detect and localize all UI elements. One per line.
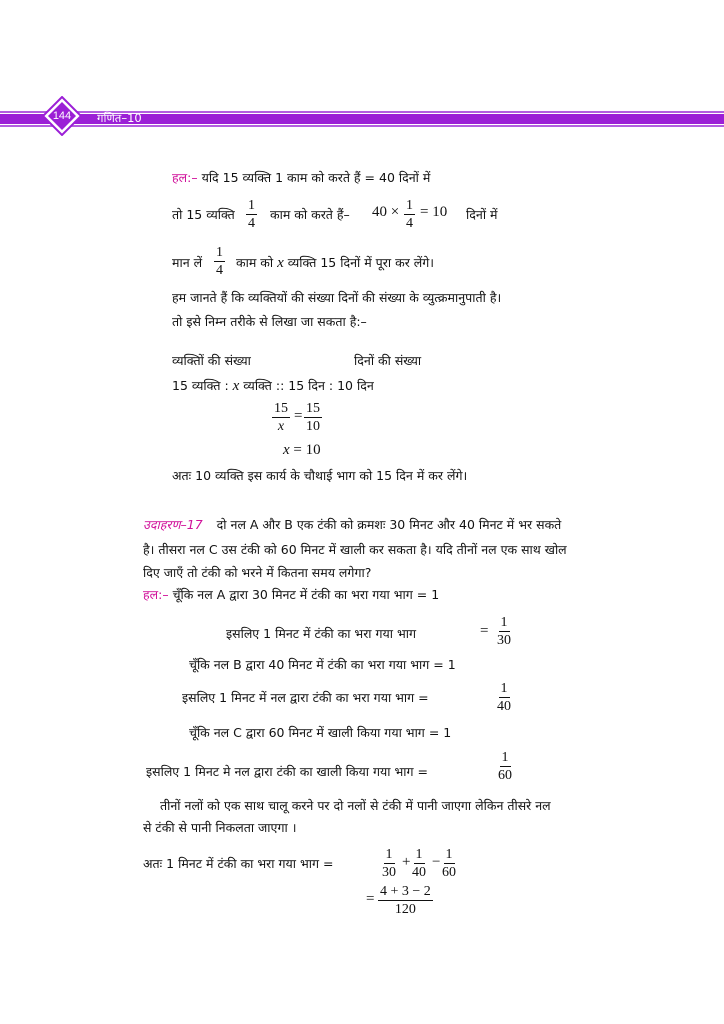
fraction-denominator: 30	[497, 633, 511, 648]
solution2-s3: चूँकि नल B द्वारा 40 मिनट में टंकी का भरा गया भाग = 1	[189, 657, 456, 672]
solution2-s1-text: चूँकि नल A द्वारा 30 मिनट में टंकी का भरा गया भाग = 1	[172, 587, 440, 602]
fraction-denominator: x	[277, 419, 285, 434]
fraction-denominator: 10	[306, 419, 320, 434]
fraction-denominator: 60	[498, 768, 512, 783]
solution1-conclusion: अतः 10 व्यक्ति इस कार्य के चौथाई भाग को 15 दिन में कर लेंगे।	[172, 468, 468, 483]
fraction-numerator: 1	[216, 245, 223, 260]
proportion-part-a: 15 व्यक्ति :	[172, 378, 229, 393]
line3-text-b: काम को	[236, 255, 274, 270]
example17-line2: है। तीसरा नल C उस टंकी को 60 मिनट में खाली कर सकता है। यदि तीनों नल एक साथ खोल	[143, 542, 567, 557]
term-fraction-3	[440, 846, 458, 881]
fraction-numerator: 1	[500, 615, 508, 630]
solution1-line5: तो इसे निम्न तरीके से लिखा जा सकता है:–	[172, 314, 367, 329]
fraction-numerator: 15	[306, 401, 320, 416]
fraction-one-thirtieth	[495, 614, 513, 649]
fraction-one-quarter-3	[214, 244, 225, 279]
fraction-one-quarter	[246, 197, 257, 232]
solution1-line4: हम जानते हैं कि व्यक्तियों की संख्या दिनों की संख्या के व्युत्क्रमानुपाती है।	[172, 290, 502, 305]
term-fraction-1	[380, 846, 398, 881]
fraction-numerator: 1	[500, 681, 508, 696]
column-heading-days: दिनों की संख्या	[354, 353, 422, 368]
fraction-denominator: 30	[382, 865, 396, 880]
solution1-line2-text-a: तो 15 व्यक्ति	[172, 207, 235, 222]
column-heading-persons: व्यक्तिों की संख्या	[172, 353, 251, 368]
example17-line1	[143, 516, 561, 533]
fraction-denominator: 60	[442, 865, 456, 880]
fraction-denominator: 120	[394, 902, 416, 917]
plus-sign: +	[402, 854, 411, 870]
term-fraction-2	[410, 846, 428, 881]
solution1-line1-text: यदि 15 व्यक्ति 1 काम को करते हैं = 40 दिनों में	[201, 170, 431, 185]
book-title: गणित–10	[97, 111, 142, 125]
solution1-line3-text-b	[236, 254, 434, 272]
minus-sign: −	[432, 854, 441, 870]
fraction-numerator: 1	[415, 847, 423, 862]
result-value: = 10	[293, 442, 321, 458]
fraction-numerator: 1	[385, 847, 393, 862]
solution2-para-line2: से टंकी से पानी निकलता जाएगा ।	[143, 820, 297, 835]
fraction-one-sixtieth	[496, 749, 514, 784]
fraction-denominator: 4	[216, 263, 223, 278]
solution2-line1	[143, 586, 439, 603]
equation-fraction-left	[272, 400, 290, 435]
solution-label: हल:–	[172, 170, 198, 185]
fraction-numerator: 15	[274, 401, 288, 416]
solution2-s5: चूँकि नल C द्वारा 60 मिनट में खाली किया गया भाग = 1	[189, 725, 452, 740]
solution2-s6: इसलिए 1 मिनट मे नल द्वारा टंकी का खाली किया गया भाग =	[146, 764, 428, 779]
example17-line1-text: दो नल A और B एक टंकी को क्रमशः 30 मिनट और 40 मिनट में भर सकते	[216, 517, 562, 532]
equation-fraction-right	[304, 400, 322, 435]
solution1-line2-text-c: दिनों में	[466, 207, 498, 222]
fraction-one-fortieth	[495, 680, 513, 715]
solution2-para-line1: तीनों नलों को एक साथ चालू करने पर दो नलों से टंकी में पानी जाएगा लेकिन तीसरे नल	[160, 798, 551, 813]
fraction-denominator: 40	[412, 865, 426, 880]
variable-x: x	[283, 442, 290, 458]
line3-text-c: व्यक्ति 15 दिनों में पूरा कर लेंगे।	[287, 255, 435, 270]
solution2-s2-equals: =	[480, 623, 489, 639]
final-equals: =	[366, 891, 375, 907]
fraction-numerator: 1	[248, 198, 255, 213]
solution1-line2-math-b: = 10	[420, 204, 448, 220]
solution1-line1	[172, 169, 430, 186]
solution2-s2: इसलिए 1 मिनट में टंकी का भरा गया भाग	[226, 626, 417, 641]
fraction-one-quarter-2	[404, 197, 415, 232]
fraction-denominator: 4	[248, 216, 255, 231]
final-fraction	[378, 883, 433, 918]
proportion-line	[172, 377, 374, 395]
fraction-numerator: 1	[501, 750, 509, 765]
solution2-s4: इसलिए 1 मिनट में नल द्वारा टंकी का भरा गया भाग =	[182, 690, 429, 705]
fraction-numerator: 4 + 3 − 2	[380, 884, 431, 899]
variable-x: x	[277, 255, 284, 271]
equation-equals: =	[294, 408, 303, 424]
equation-result	[283, 442, 321, 459]
fraction-denominator: 4	[406, 216, 413, 231]
solution2-s7: अतः 1 मिनट में टंकी का भरा गया भाग =	[143, 856, 334, 871]
page-number: 144	[52, 110, 72, 122]
solution1-line3-text-a: मान लें	[172, 255, 203, 270]
solution1-line2-math-a: 40 ×	[372, 204, 400, 220]
proportion-part-b: व्यक्ति :: 15 दिन : 10 दिन	[243, 378, 374, 393]
solution1-line2-text-b: काम को करते हैं–	[270, 207, 350, 222]
solution-label: हल:–	[143, 587, 169, 602]
example17-line3: दिए जाएँ तो टंकी को भरने में कितना समय लगेगा?	[143, 565, 372, 580]
fraction-denominator: 40	[497, 699, 511, 714]
fraction-numerator: 1	[406, 198, 413, 213]
fraction-numerator: 1	[445, 847, 453, 862]
example-label: उदाहरण–17	[143, 517, 203, 532]
variable-x: x	[232, 378, 240, 394]
